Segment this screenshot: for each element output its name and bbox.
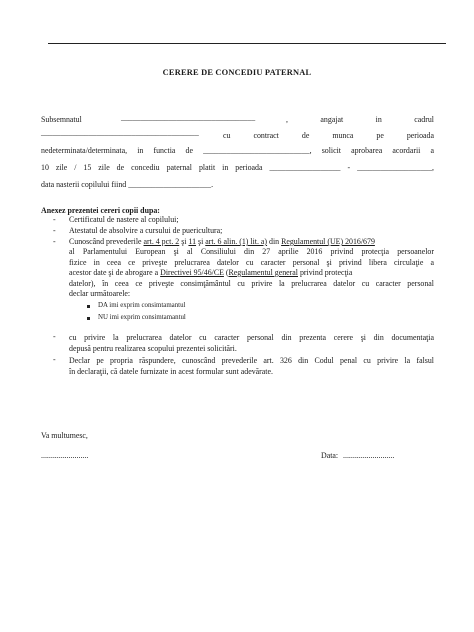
position-line: nedeterminata/determinata, in functia de ___________________________, solicit aprobarea acordarii a xyxy=(41,146,434,155)
dash-2: - xyxy=(53,226,56,235)
dash-1: - xyxy=(53,215,56,224)
link-general-regulation[interactable]: Regulamentul general xyxy=(228,268,298,277)
annex-item-birth-certificate: Certificatul de nastere al copilului; xyxy=(69,215,179,224)
link-art-6[interactable]: art. 6 alin. (1) lit. a) xyxy=(205,237,268,246)
applicant-label: Subsemnatul xyxy=(41,115,82,124)
date-label: Data: xyxy=(321,451,339,460)
consent-yes-bullet[interactable] xyxy=(87,305,90,308)
birth-date-line: data nasterii copilului fiind _____________________. xyxy=(41,180,214,189)
consent-yes-label: DA imi exprim consimtamantul xyxy=(98,302,186,309)
link-art-4[interactable]: art. 4 pct. 2 xyxy=(143,237,180,246)
dash-4: - xyxy=(53,332,56,341)
declaration-line-2: în declaraţii, că datele furnizate in acest formular sunt adevărate. xyxy=(69,367,273,376)
annex-heading: Anexez prezentei cereri copii dupa: xyxy=(41,206,160,215)
consent-line-1: cu privire la prelucrarea datelor cu caracter personal din prezenta cerere şi din documentaţia xyxy=(69,333,434,342)
gdpr-line-1: Cunoscând prevederile art. 4 pct. 2 şi 11 şi art. 6 alin. (1) lit. a) din Regulamentul (UE) 2016/679 xyxy=(69,237,375,246)
link-directive-95-46[interactable]: Directivei 95/46/CE xyxy=(160,268,224,277)
gdpr-line-2: al Parlamentului European şi al Consiliului din 27 aprilie 2016 privind protecţia persoanelor xyxy=(69,247,434,256)
gdpr-line-5: datelor), în ceea ce priveşte consimţământul cu privire la prelucrarea datelor cu caracter personal xyxy=(69,279,434,288)
date-field: .......................... xyxy=(343,451,395,460)
dash-5: - xyxy=(53,355,56,364)
link-regulation-2016-679[interactable]: Regulamentul (UE) 2016/679 xyxy=(281,237,375,246)
consent-no-bullet[interactable] xyxy=(87,317,90,320)
signature-line: ........................ xyxy=(41,451,89,460)
employer-field: ________________________________________ xyxy=(41,128,199,137)
declaration-line-1: Declar pe propria răspundere, cunoscând prevederile art. 326 din Codul penal cu privire la falsul xyxy=(69,356,434,365)
document-title: CERERE DE CONCEDIU PATERNAL xyxy=(162,68,312,77)
gdpr-line-3: fizice in ceea ce priveşte prelucrarea datelor cu caracter personal şi privind libera circulaţie a xyxy=(69,258,434,267)
consent-line-2: depusă pentru realizarea scopului prezentei solicitări. xyxy=(69,344,237,353)
closing-thanks: Va multumesc, xyxy=(41,431,88,440)
period-line: 10 zile / 15 zile de concediu paternal platit in perioada __________________ - ___________________, xyxy=(41,163,434,172)
employed-at-text: , angajat in cadrul xyxy=(286,115,434,124)
consent-no-label: NU imi exprim consimtamantul xyxy=(98,314,186,321)
dash-3: - xyxy=(53,237,56,246)
contract-text: cu contract de munca pe perioada xyxy=(223,131,434,140)
gdpr-line-6: declar următoarele: xyxy=(69,289,131,298)
gdpr-line-4: acestor date şi de abrogare a Directivei 95/46/CE (Regulamentul general privind protecţia xyxy=(69,268,353,277)
applicant-name-field: __________________________________ xyxy=(121,113,256,122)
annex-item-childcare-course: Atestatul de absolvire a cursului de puericultura; xyxy=(69,226,223,235)
header-rule xyxy=(48,43,446,44)
link-art-11[interactable]: 11 xyxy=(188,237,197,246)
